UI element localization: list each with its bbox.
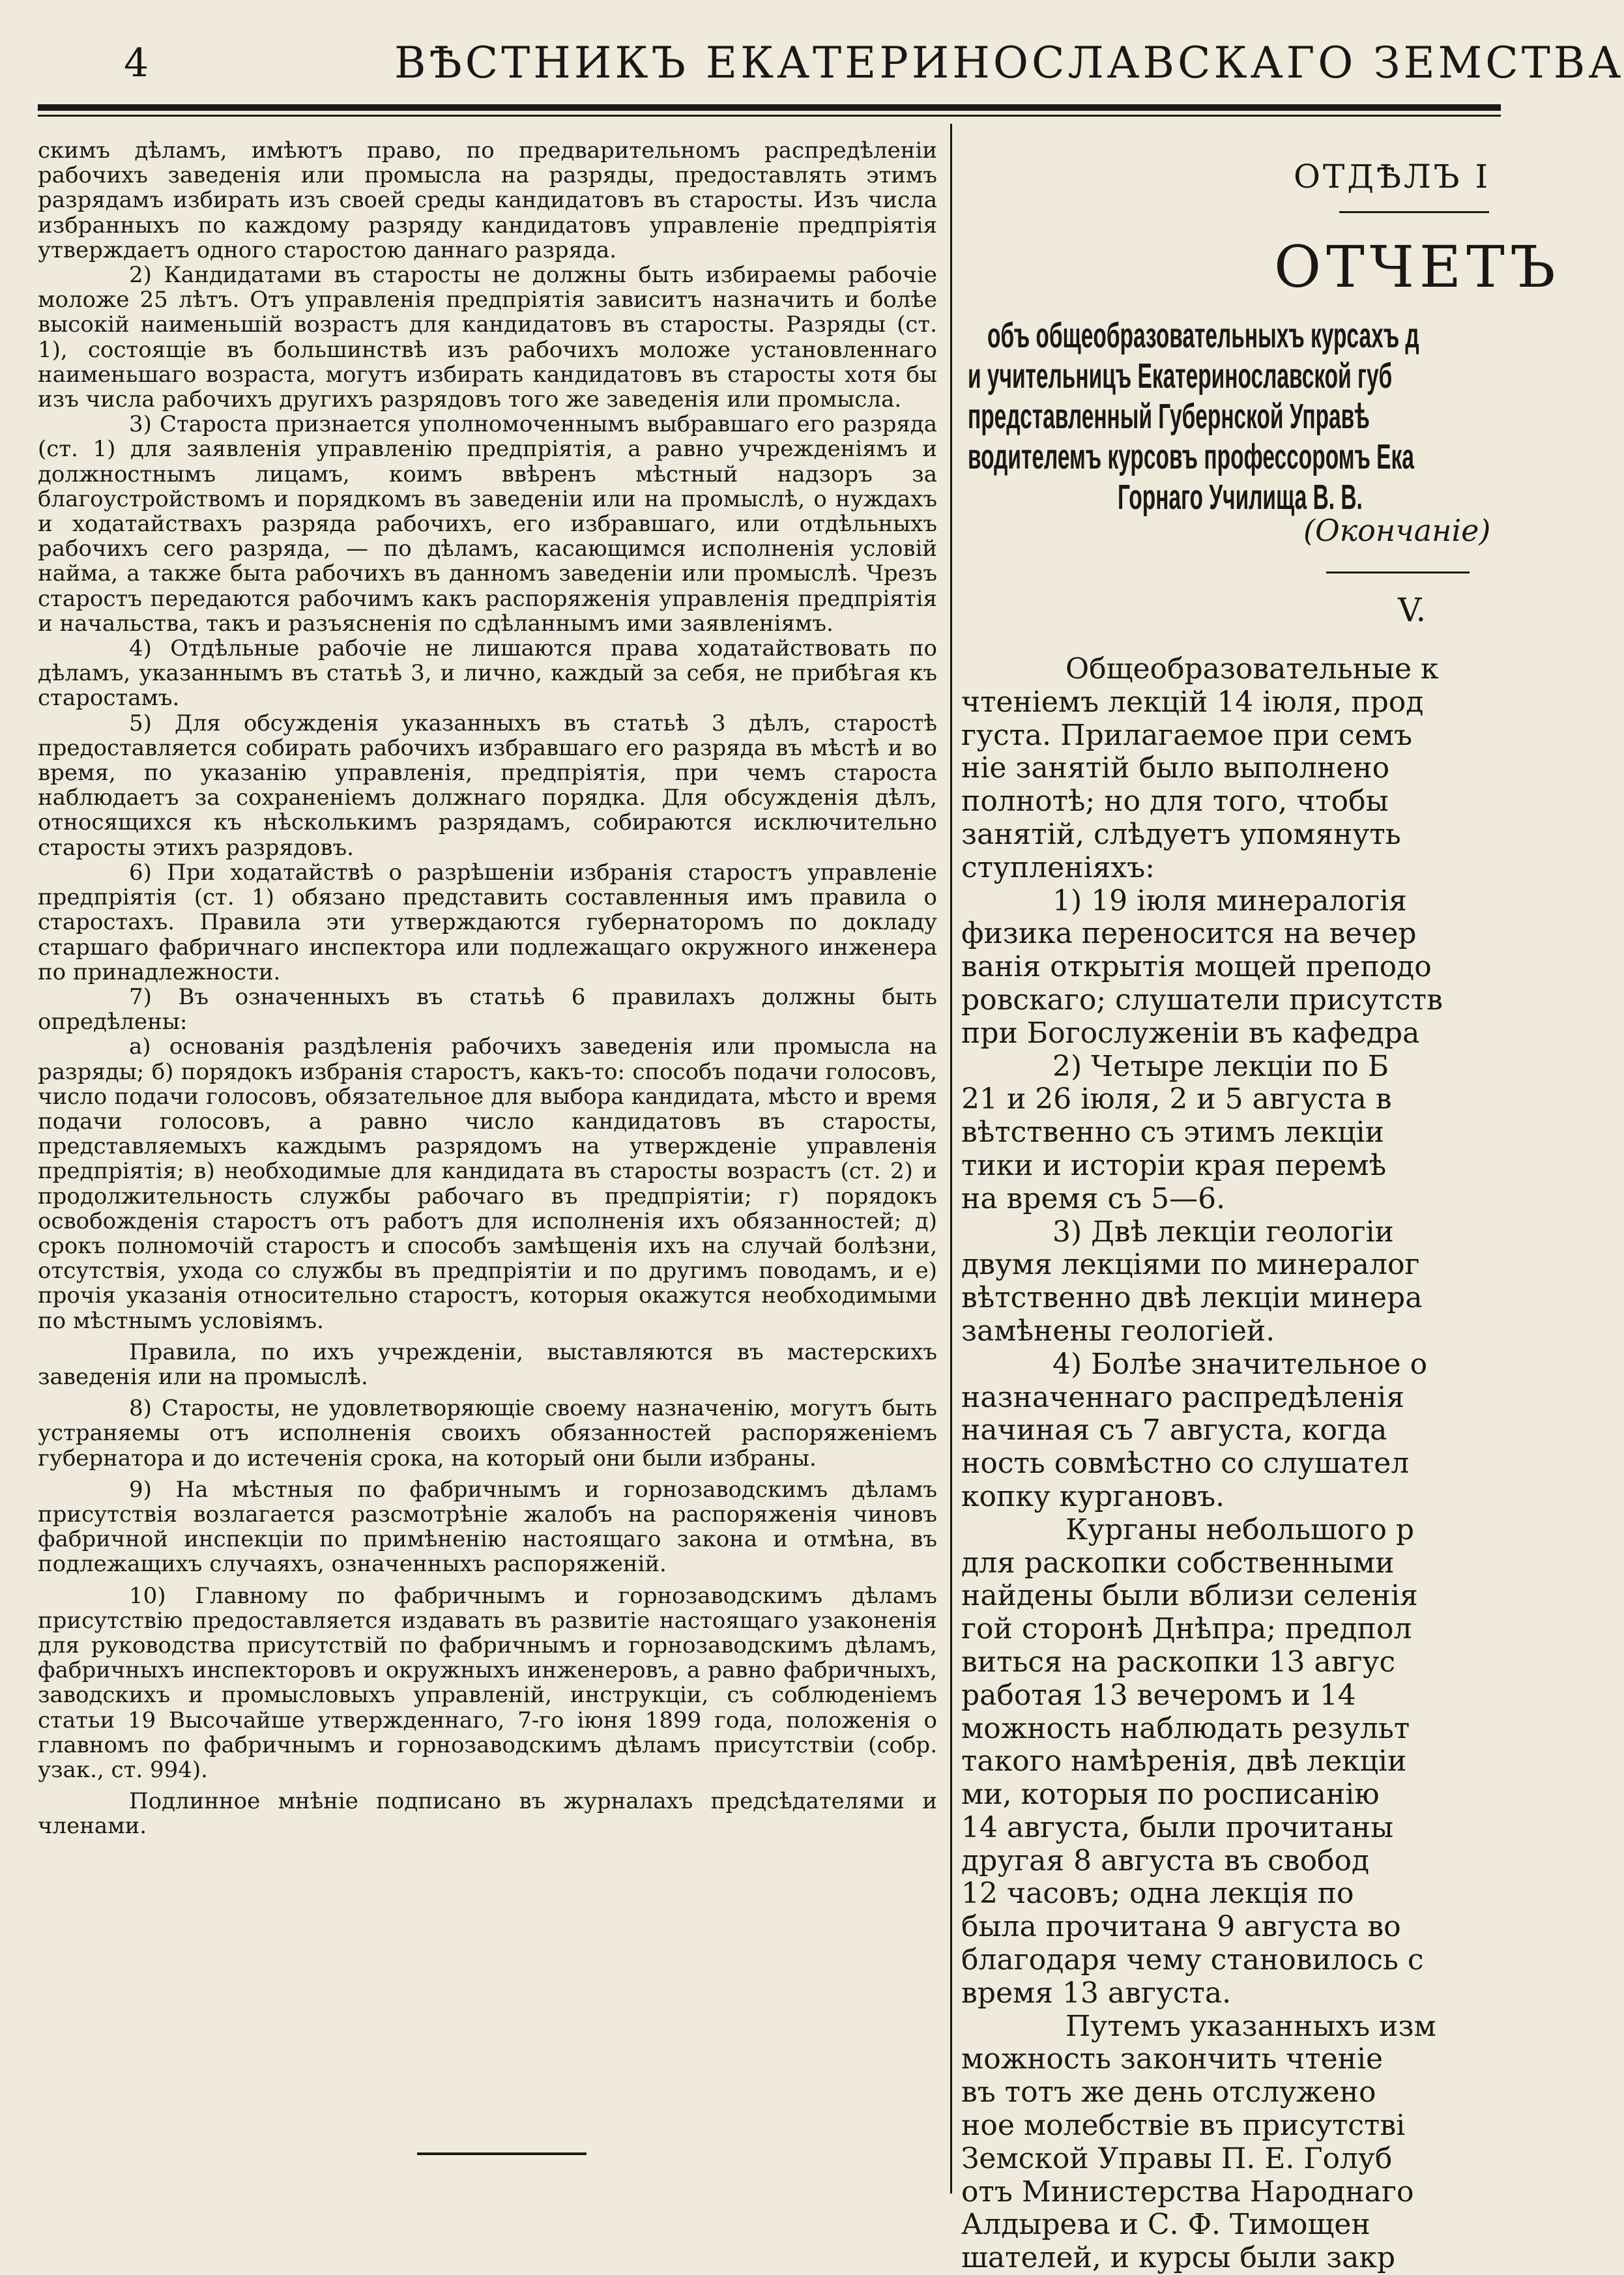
text-line: физика переносится на вечер bbox=[961, 917, 1417, 951]
department-heading: ОТДѢЛЪ I bbox=[1294, 158, 1491, 196]
journal-title: ВѢСТНИКЪ ЕКАТЕРИНОСЛАВСКАГО ЗЕМСТВА bbox=[394, 38, 1624, 88]
page-number: 4 bbox=[124, 40, 149, 86]
divider bbox=[1339, 211, 1489, 213]
text-line: тики и исторіи края перемѣ bbox=[961, 1148, 1387, 1182]
text-line: была прочитана 9 августа во bbox=[961, 1910, 1401, 1944]
text-line: такого намѣренія, двѣ лекціи bbox=[961, 1745, 1407, 1778]
text-line: виться на раскопки 13 авгус bbox=[961, 1645, 1396, 1679]
column-divider bbox=[950, 124, 952, 2194]
text-line: можность закончить чтеніе bbox=[961, 2042, 1384, 2076]
text-line: густа. Прилагаемое при семъ bbox=[961, 718, 1412, 752]
paragraph: 6) При ходатайствѣ о разрѣшеніи избранія старостъ управленіе предпріятія (ст. 1) обязано представить составленныя имъ правила о старостахъ. Правила эти утверждаются губернаторомъ по докладу старшаго фабричнаго инспектора или подлежащаго окружного инженера по принадлежности. bbox=[38, 859, 937, 985]
text-line: гой сторонѣ Днѣпра; предпол bbox=[961, 1612, 1412, 1646]
report-title: ОТЧЕТЪ bbox=[1274, 233, 1561, 300]
text-line: Земской Управы П. Е. Голуб bbox=[961, 2141, 1393, 2175]
text-line: 21 и 26 іюля, 2 и 5 августа в bbox=[961, 1082, 1392, 1116]
text-line: чтеніемъ лекцій 14 іюля, прод bbox=[961, 685, 1424, 719]
text-line: ступленіяхъ: bbox=[961, 850, 1155, 884]
text-line: благодаря чему становилось с bbox=[961, 1943, 1424, 1977]
text-line: на время съ 5—6. bbox=[961, 1181, 1226, 1215]
text-line: Общеобразовательные к bbox=[1066, 652, 1439, 686]
left-column bbox=[38, 138, 937, 2165]
text-line: начиная съ 7 августа, когда bbox=[961, 1413, 1387, 1447]
text-line: Путемъ указанныхъ изм bbox=[1066, 2009, 1436, 2043]
right-column bbox=[961, 138, 1561, 2275]
text-line: время 13 августа. bbox=[961, 1976, 1232, 2010]
text-line: назначеннаго распредѣленія bbox=[961, 1380, 1405, 1414]
subtitle-line: представленный Губернской Управѣ bbox=[968, 397, 1370, 436]
text-line: 3) Двѣ лекціи геологіи bbox=[1052, 1215, 1394, 1249]
subtitle-line: Горнаго Училища В. В. bbox=[1118, 478, 1363, 517]
paragraph: Правила, по ихъ учрежденіи, выставляются въ мастерскихъ заведенія или на промыслѣ. bbox=[38, 1339, 937, 1390]
text-line: ванія открытія мощей преподо bbox=[961, 950, 1432, 984]
text-line: ніе занятій было выполнено bbox=[961, 751, 1390, 785]
text-line: 4) Болѣе значительное о bbox=[1052, 1347, 1428, 1381]
text-line: отъ Министерства Народнаго bbox=[961, 2175, 1414, 2209]
text-line: копку кургановъ. bbox=[961, 1479, 1225, 1513]
text-line: 1) 19 іюля минералогія bbox=[1052, 884, 1407, 918]
text-line: другая 8 августа въ свобод bbox=[961, 1844, 1370, 1877]
subtitle-line: и учительницъ Екатеринославской губ bbox=[968, 356, 1393, 396]
text-line: при Богослуженіи въ кафедра bbox=[961, 1016, 1420, 1050]
text-line: вѣтственно съ этимъ лекціи bbox=[961, 1116, 1384, 1150]
header-rule-thin bbox=[38, 115, 1501, 117]
page-header bbox=[0, 0, 1624, 114]
text-line: ность совмѣстно со слушател bbox=[961, 1447, 1410, 1481]
text-line: двумя лекціями по минералог bbox=[961, 1248, 1420, 1282]
text-line: замѣнены геологіей. bbox=[961, 1314, 1275, 1348]
paragraph: 10) Главному по фабричнымъ и горнозаводскимъ дѣламъ присутствію предоставляется издавать въ развитіе настоящаго узаконенія для руководства присутствій по фабричнымъ и горнозаводскимъ дѣламъ, фабричныхъ инспекторовъ и окружныхъ инженеровъ, а равно фабричныхъ, заводскихъ и промысловыхъ управленій, инструкціи, съ соблюденіемъ статьи 19 Высочайше утвержденнаго, 7-го іюня 1899 года, положенія о главномъ по фабричнымъ и горнозаводскимъ дѣламъ присутствіи (собр. узак., ст. 994). bbox=[38, 1582, 937, 1783]
subtitle-line: водителемъ курсовъ профессоромъ Ека bbox=[968, 437, 1414, 476]
right-text bbox=[961, 653, 1548, 2275]
text-line: Курганы небольшого р bbox=[1066, 1513, 1415, 1546]
paragraph: 5) Для обсужденія указанныхъ въ статьѣ 3 дѣлъ, старостѣ предоставляется собирать рабочихъ избравшаго его разряда въ мѣстѣ и во время, по указанію управленія, предпріятія, при чемъ староста наблюдаетъ за сохраненіемъ должнаго порядка. Для обсужденія дѣлъ, относящихся къ нѣсколькимъ разрядамъ, собираются исключительно старосты этихъ разрядовъ. bbox=[38, 710, 937, 861]
paragraph: 8) Старосты, не удовлетворяющіе своему назначенію, могутъ быть устраняемы отъ исполненія своихъ обязанностей распоряженіемъ губернатора и до истеченія срока, на который они были избраны. bbox=[38, 1395, 937, 1471]
report-subtitle bbox=[968, 315, 1619, 517]
text-line: можность наблюдать результ bbox=[961, 1711, 1410, 1745]
text-line: 2) Четыре лекціи по Б bbox=[1052, 1049, 1389, 1083]
ending-note: (Окончаніе) bbox=[1303, 513, 1491, 548]
text-line: занятій, слѣдуетъ упомянуть bbox=[961, 817, 1401, 851]
header-rule-thick bbox=[38, 104, 1501, 111]
end-rule bbox=[417, 2152, 587, 2155]
text-line: шателей, и курсы были закр bbox=[961, 2241, 1395, 2275]
paragraph: а) основанія раздѣленія рабочихъ заведенія или промысла на разряды; б) порядокъ избранія старостъ, какъ-то: способъ подачи голосовъ, число подачи голосовъ, обязательное для выбора кандидата, мѣсто и время подачи голосовъ, а равно число кандидатовъ въ старосты, представляемыхъ каждымъ разрядомъ на утвержденіе управленія предпріятія; в) необходимые для кандидата въ старосты возрастъ (ст. 2) и продолжительность службы рабочаго въ предпріятіи; г) порядокъ освобожденія старостъ отъ работъ для исполненія ихъ обязанностей; д) срокъ полномочій старостъ и способъ замѣщенія ихъ на случай болѣзни, отсутствія, ухода со службы въ предпріятіи и по другимъ поводамъ, и е) прочія указанія относительно старостъ, которыя окажутся необходимыми по мѣстнымъ условіямъ. bbox=[38, 1034, 937, 1334]
text-line: 14 августа, были прочитаны bbox=[961, 1810, 1394, 1844]
text-line: найдены были вблизи селенія bbox=[961, 1579, 1418, 1613]
paragraph: 9) На мѣстныя по фабричнымъ и горнозаводскимъ дѣламъ присутствія возлагается разсмотрѣніе жалобъ на распоряженія чиновъ фабричной инспекціи по примѣненію настоящаго закона и отмѣна, въ подлежащихъ случаяхъ, означенныхъ распоряженій. bbox=[38, 1476, 937, 1578]
text-line: Алдырева и С. Ф. Тимощен bbox=[961, 2208, 1370, 2242]
text-line: полнотѣ; но для того, чтобы bbox=[961, 785, 1389, 819]
paragraph: 7) Въ означенныхъ въ статьѣ 6 правилахъ должны быть опредѣлены: bbox=[38, 983, 937, 1036]
paragraph: скимъ дѣламъ, имѣютъ право, по предварительномъ распредѣленіи рабочихъ заведенія или промысла на разряды, предоставлять этимъ разрядамъ избирать изъ своей среды кандидатовъ въ старосты. Изъ числа избранныхъ по каждому разряду кандидатовъ управленіе предпріятія утверждаетъ одного старостою даннаго разряда. bbox=[38, 138, 937, 263]
text-line: работая 13 вечеромъ и 14 bbox=[961, 1678, 1356, 1712]
paragraph: 2) Кандидатами въ старосты не должны быть избираемы рабочіе моложе 25 лѣтъ. Отъ управленія предпріятія зависитъ назначить и болѣе высокій наименьшій возрастъ для кандидатовъ въ старосты. Разряды (ст. 1), состоящіе въ большинствѣ изъ рабочихъ моложе установленнаго наименьшаго возраста, могутъ избирать кандидатовъ въ старосты хотя бы изъ числа рабочихъ другихъ разрядовъ того же заведенія или промысла. bbox=[38, 262, 937, 413]
section-number: V. bbox=[1398, 591, 1427, 629]
text-line: вѣтственно двѣ лекціи минера bbox=[961, 1281, 1423, 1315]
divider bbox=[1326, 572, 1470, 573]
text-line: 12 часовъ; одна лекція по bbox=[961, 1877, 1354, 1911]
subtitle-line: объ общеобразовательныхъ курсахъ д bbox=[987, 316, 1419, 355]
text-line: въ тотъ же день отслужено bbox=[961, 2076, 1376, 2109]
paragraph: Подлинное мнѣніе подписано въ журналахъ предсѣдателями и членами. bbox=[38, 1788, 937, 1840]
text-line: для раскопки собственными bbox=[961, 1546, 1395, 1580]
text-line: ное молебствіе въ присутстві bbox=[961, 2109, 1406, 2143]
text-line: ровскаго; слушатели присутств bbox=[961, 983, 1443, 1017]
paragraph: 3) Староста признается уполномоченнымъ выбравшаго его разряда (ст. 1) для заявленія управленію предпріятія, а равно учрежденіямъ и должностнымъ лицамъ, коимъ ввѣренъ мѣстный надзоръ за благоустройствомъ и порядкомъ въ заведеніи или на промыслѣ, о нуждахъ и ходатайствахъ разряда рабочихъ, его избравшаго, или отдѣльныхъ рабочихъ сего разряда, — по дѣламъ, касающимся исполненія условій найма, а также быта рабочихъ въ данномъ заведеніи или промыслѣ. Чрезъ старостъ передаются рабочимъ какъ распоряженія управленія предпріятія и начальства, такъ и разъясненія по сдѣланнымъ ими заявленіямъ. bbox=[38, 411, 937, 637]
text-line: ми, которыя по росписанію bbox=[961, 1778, 1380, 1812]
paragraph: 4) Отдѣльные рабочіе не лишаются права ходатайствовать по дѣламъ, указаннымъ въ статьѣ 3, и лично, каждый за себя, не прибѣгая къ старостамъ. bbox=[38, 635, 937, 712]
